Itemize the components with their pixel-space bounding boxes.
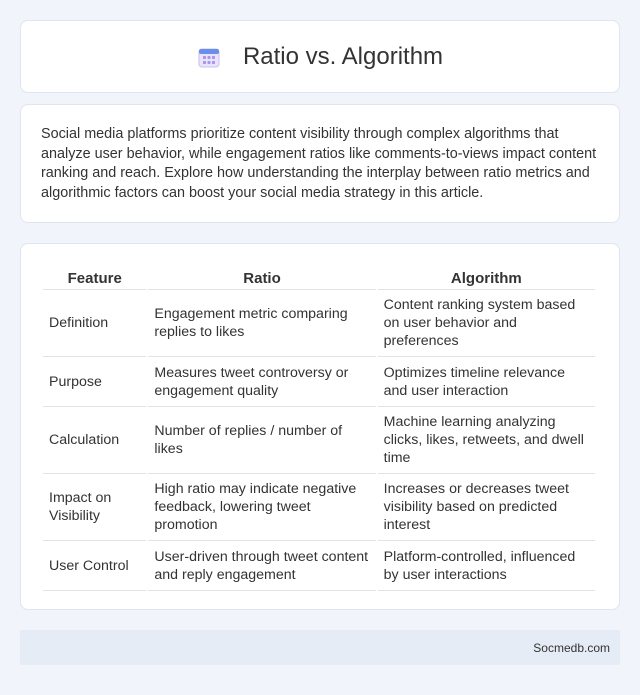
feature-cell: Impact on Visibility	[43, 474, 146, 541]
header-algorithm: Algorithm	[378, 264, 595, 290]
ratio-cell: Number of replies / number of likes	[148, 407, 375, 474]
comparison-table	[41, 264, 597, 591]
feature-cell: Purpose	[43, 357, 146, 407]
footer-site-name: Socmedb.com	[533, 640, 610, 655]
table-row	[43, 541, 595, 591]
table-row	[43, 357, 595, 407]
ratio-cell: User-driven through tweet content and reply engagement	[148, 541, 375, 591]
feature-cell: Definition	[43, 290, 146, 357]
table-row	[43, 407, 595, 474]
comparison-card	[20, 243, 620, 610]
algorithm-cell: Optimizes timeline relevance and user interaction	[378, 357, 595, 407]
table-header-row	[43, 264, 595, 290]
feature-cell: Calculation	[43, 407, 146, 474]
page-title: Ratio vs. Algorithm	[242, 42, 444, 70]
algorithm-cell: Content ranking system based on user behavior and preferences	[378, 290, 595, 357]
title-card	[20, 20, 620, 93]
ratio-cell: Engagement metric comparing replies to likes	[148, 290, 375, 357]
intro-card	[20, 104, 620, 223]
intro-text: Social media platforms prioritize content visibility through complex algorithms that analyze user behavior, while engagement ratios like comments-to-views impact content ranking and reach. Explore how understanding the interplay between ratio metrics and algorithmic factors can boost your social media strategy in this article.	[41, 126, 597, 201]
algorithm-cell: Increases or decreases tweet visibility based on predicted interest	[378, 474, 595, 541]
feature-cell: User Control	[43, 541, 146, 591]
header-ratio: Ratio	[148, 264, 375, 290]
table-row	[43, 474, 595, 541]
header-feature: Feature	[43, 264, 146, 290]
algorithm-cell: Platform-controlled, influenced by user interactions	[378, 541, 595, 591]
ratio-cell: High ratio may indicate negative feedback, lowering tweet promotion	[148, 474, 375, 541]
table-row	[43, 290, 595, 357]
footer	[20, 630, 620, 665]
calendar-icon	[197, 45, 221, 69]
algorithm-cell: Machine learning analyzing clicks, likes, retweets, and dwell time	[378, 407, 595, 474]
ratio-cell: Measures tweet controversy or engagement quality	[148, 357, 375, 407]
